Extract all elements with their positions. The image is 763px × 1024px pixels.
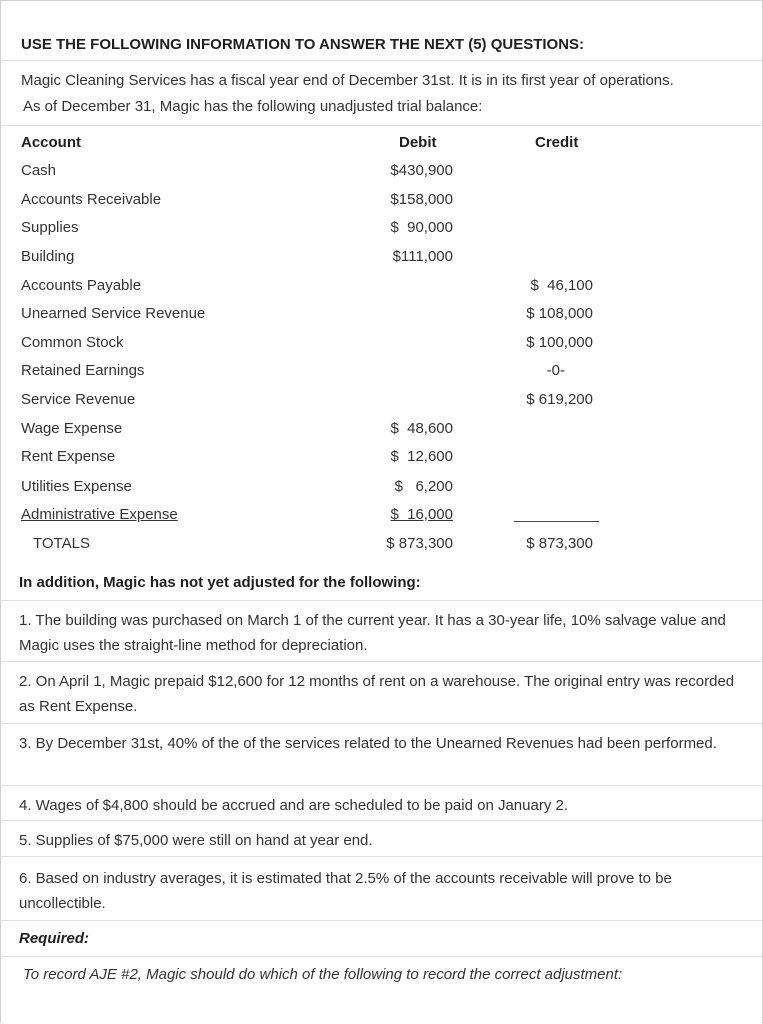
debit-amount: $430,900 [390, 162, 453, 179]
account-name: Common Stock [21, 334, 124, 351]
table-row [0, 506, 763, 528]
divider [0, 920, 763, 921]
divider [0, 125, 763, 126]
account-name: Building [21, 248, 75, 265]
adjustment-item: 5. Supplies of $75,000 were still on hand at year end. [19, 832, 373, 849]
credit-amount: $ 46,100 [530, 277, 593, 294]
divider [0, 600, 763, 601]
account-name: Rent Expense [21, 448, 116, 465]
account-name: Service Revenue [21, 391, 136, 408]
debit-amount: $ 90,000 [390, 219, 453, 236]
adjustment-item: 3. By December 31st, 40% of the of the services related to the Unearned Revenues had been performed. [19, 735, 717, 752]
account-name: Utilities Expense [21, 478, 132, 495]
table-row [0, 162, 763, 184]
account-name: Supplies [21, 219, 79, 236]
debit-amount: $158,000 [390, 191, 453, 208]
adjustment-item: 1. The building was purchased on March 1 of the current year. It has a 30-year life, 10% salvage value and Magic uses the straight-line method for depreciation. [19, 612, 726, 654]
page-heading: USE THE FOLLOWING INFORMATION TO ANSWER THE NEXT (5) QUESTIONS: [21, 36, 585, 53]
account-name: Unearned Service Revenue [21, 305, 206, 322]
required-label: Required: [19, 930, 90, 947]
totals-row [0, 535, 763, 557]
intro-paragraph [21, 68, 746, 120]
table-row [0, 248, 763, 270]
account-name: Accounts Receivable [21, 191, 162, 208]
header-debit: Debit [399, 134, 437, 151]
table-row [0, 334, 763, 356]
header-credit: Credit [535, 134, 579, 151]
debit-amount: $ 6,200 [394, 478, 453, 495]
debit-amount: $ 16,000 [390, 506, 453, 523]
divider [0, 856, 763, 857]
total-debit: $ 873,300 [386, 535, 453, 552]
total-credit: $ 873,300 [526, 535, 593, 552]
table-row [0, 362, 763, 384]
divider [0, 661, 763, 662]
divider [0, 785, 763, 786]
account-name: Wage Expense [21, 420, 123, 437]
divider [0, 723, 763, 724]
account-name: Accounts Payable [21, 277, 142, 294]
header-account: Account [21, 134, 81, 151]
adjustment-item: 6. Based on industry averages, it is estimated that 2.5% of the accounts receivable will prove to be uncollectible. [19, 870, 672, 912]
credit-amount: $ 100,000 [526, 334, 593, 351]
divider [0, 820, 763, 821]
adjustment-item: 2. On April 1, Magic prepaid $12,600 for 12 months of rent on a warehouse. The original entry was recorded as Rent Expense. [19, 673, 735, 715]
adjustments-title: In addition, Magic has not yet adjusted for the following: [19, 574, 421, 591]
account-name: Cash [21, 162, 57, 179]
intro-line-1: Magic Cleaning Services has a fiscal year end of December 31st. It is in its first year of operations. [21, 72, 674, 89]
table-row [0, 391, 763, 413]
divider [0, 60, 763, 61]
debit-amount: $ 48,600 [390, 420, 453, 437]
table-row [0, 478, 763, 500]
table-row [0, 420, 763, 442]
credit-amount: $ 108,000 [526, 305, 593, 322]
credit-underline [514, 521, 599, 522]
table-row [0, 448, 763, 470]
table-row [0, 277, 763, 299]
question-text: To record AJE #2, Magic should do which of the following to record the correct adjustment: [23, 966, 623, 983]
credit-amount: $ 619,200 [526, 391, 593, 408]
table-row [0, 191, 763, 213]
debit-amount: $111,000 [392, 248, 453, 265]
table-row [0, 305, 763, 327]
account-name: Retained Earnings [21, 362, 145, 379]
intro-line-2: As of December 31, Magic has the following unadjusted trial balance: [23, 98, 483, 115]
totals-label: TOTALS [33, 535, 90, 552]
debit-amount: $ 12,600 [390, 448, 453, 465]
table-row [0, 219, 763, 241]
adjustment-item: 4. Wages of $4,800 should be accrued and are scheduled to be paid on January 2. [19, 797, 568, 814]
divider [0, 956, 763, 957]
credit-amount: -0- [546, 362, 565, 379]
account-name: Administrative Expense [21, 506, 178, 523]
